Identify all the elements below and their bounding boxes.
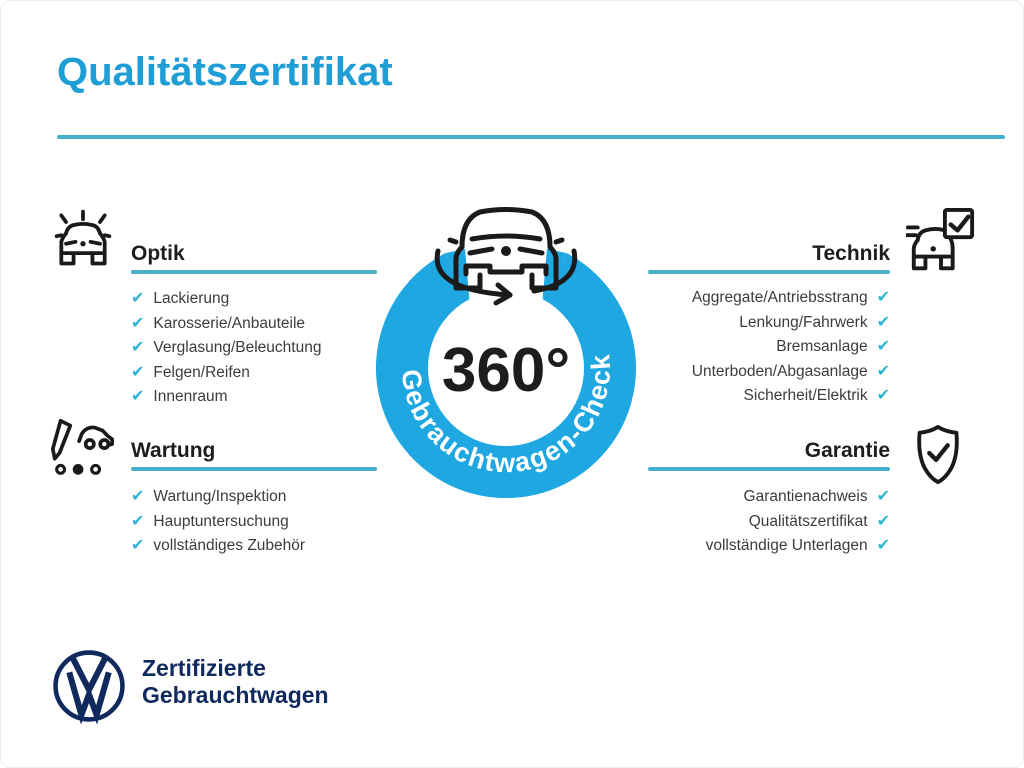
list-item-label: Hauptuntersuchung: [153, 512, 289, 530]
page-title: Qualitätszertifikat: [57, 50, 393, 94]
list-item-label: Bremsanlage: [776, 338, 868, 355]
pencil-car-service-icon: [46, 412, 116, 482]
footer-claim-line1: Zertifizierte: [142, 655, 266, 681]
check-icon: ✔: [131, 314, 145, 332]
list-item-label: vollständiges Zubehör: [153, 537, 306, 554]
list-item: [490, 335, 890, 360]
check-icon: ✔: [876, 289, 890, 306]
list-item: [131, 534, 305, 559]
list-item: [131, 385, 321, 410]
list-item-label: Innenraum: [153, 388, 228, 405]
check-icon: ✔: [131, 512, 145, 530]
footer-claim-line2: Gebrauchtwagen: [142, 682, 329, 708]
list-item: [131, 485, 305, 510]
section-title-garantie: Garantie: [804, 439, 890, 462]
list-item-label: Aggregate/Antriebsstrang: [691, 289, 868, 306]
title-divider: [57, 135, 1005, 139]
section-underline-technik: [648, 270, 890, 274]
section-underline-wartung: [131, 467, 377, 471]
check-icon: ✔: [876, 338, 890, 355]
list-item-label: Lackierung: [153, 290, 230, 307]
check-icon: ✔: [131, 488, 145, 505]
list-item-label: Garantienachweis: [743, 488, 868, 505]
list-item: [490, 485, 890, 510]
check-icon: ✔: [131, 388, 145, 405]
check-icon: ✔: [131, 363, 145, 381]
shield-check-icon: [908, 422, 968, 488]
checklist-optik: [131, 287, 321, 410]
check-icon: ✔: [876, 512, 890, 530]
list-item-label: Wartung/Inspektion: [153, 488, 287, 505]
check-icon: ✔: [131, 537, 145, 554]
list-item: [490, 510, 890, 535]
section-underline-optik: [131, 270, 377, 274]
check-icon: ✔: [876, 488, 890, 505]
section-title-optik: Optik: [131, 242, 185, 265]
checklist-technik: [490, 286, 890, 409]
list-item: [131, 336, 321, 361]
list-item: [131, 287, 321, 312]
checklist-wartung: [131, 485, 305, 559]
section-title-technik: Technik: [812, 242, 890, 265]
vw-logo: [51, 648, 127, 724]
check-icon: ✔: [876, 387, 890, 404]
list-item-label: Verglasung/Beleuchtung: [153, 339, 322, 356]
section-title-wartung: Wartung: [131, 439, 216, 462]
section-underline-garantie: [648, 467, 890, 471]
checklist-garantie: [490, 485, 890, 559]
check-icon: ✔: [131, 339, 145, 356]
footer-claim: [142, 655, 329, 709]
list-item: [490, 311, 890, 336]
badge-value: 360°: [441, 336, 571, 405]
car-shine-icon: [50, 206, 116, 272]
badge-ring-label: Gebrauchtwagen-Check: [395, 352, 617, 479]
list-item-label: Lenkung/Fahrwerk: [739, 313, 868, 331]
check-icon: ✔: [876, 362, 890, 380]
list-item-label: Unterboden/Abgasanlage: [691, 362, 868, 380]
check-icon: ✔: [876, 313, 890, 331]
list-item: [131, 361, 321, 386]
list-item: [490, 384, 890, 409]
list-item-label: Qualitätszertifikat: [748, 512, 868, 530]
list-item: [490, 286, 890, 311]
list-item-label: Karosserie/Anbauteile: [153, 314, 306, 332]
list-item: [131, 510, 305, 535]
list-item: [490, 534, 890, 559]
list-item-label: Felgen/Reifen: [153, 363, 250, 381]
check-icon: ✔: [131, 290, 145, 307]
check-icon: ✔: [876, 537, 890, 554]
list-item: [490, 360, 890, 385]
car-checkbox-icon: [906, 208, 976, 278]
list-item-label: Sicherheit/Elektrik: [743, 387, 868, 404]
list-item: [131, 312, 321, 337]
list-item-label: vollständige Unterlagen: [705, 537, 868, 554]
